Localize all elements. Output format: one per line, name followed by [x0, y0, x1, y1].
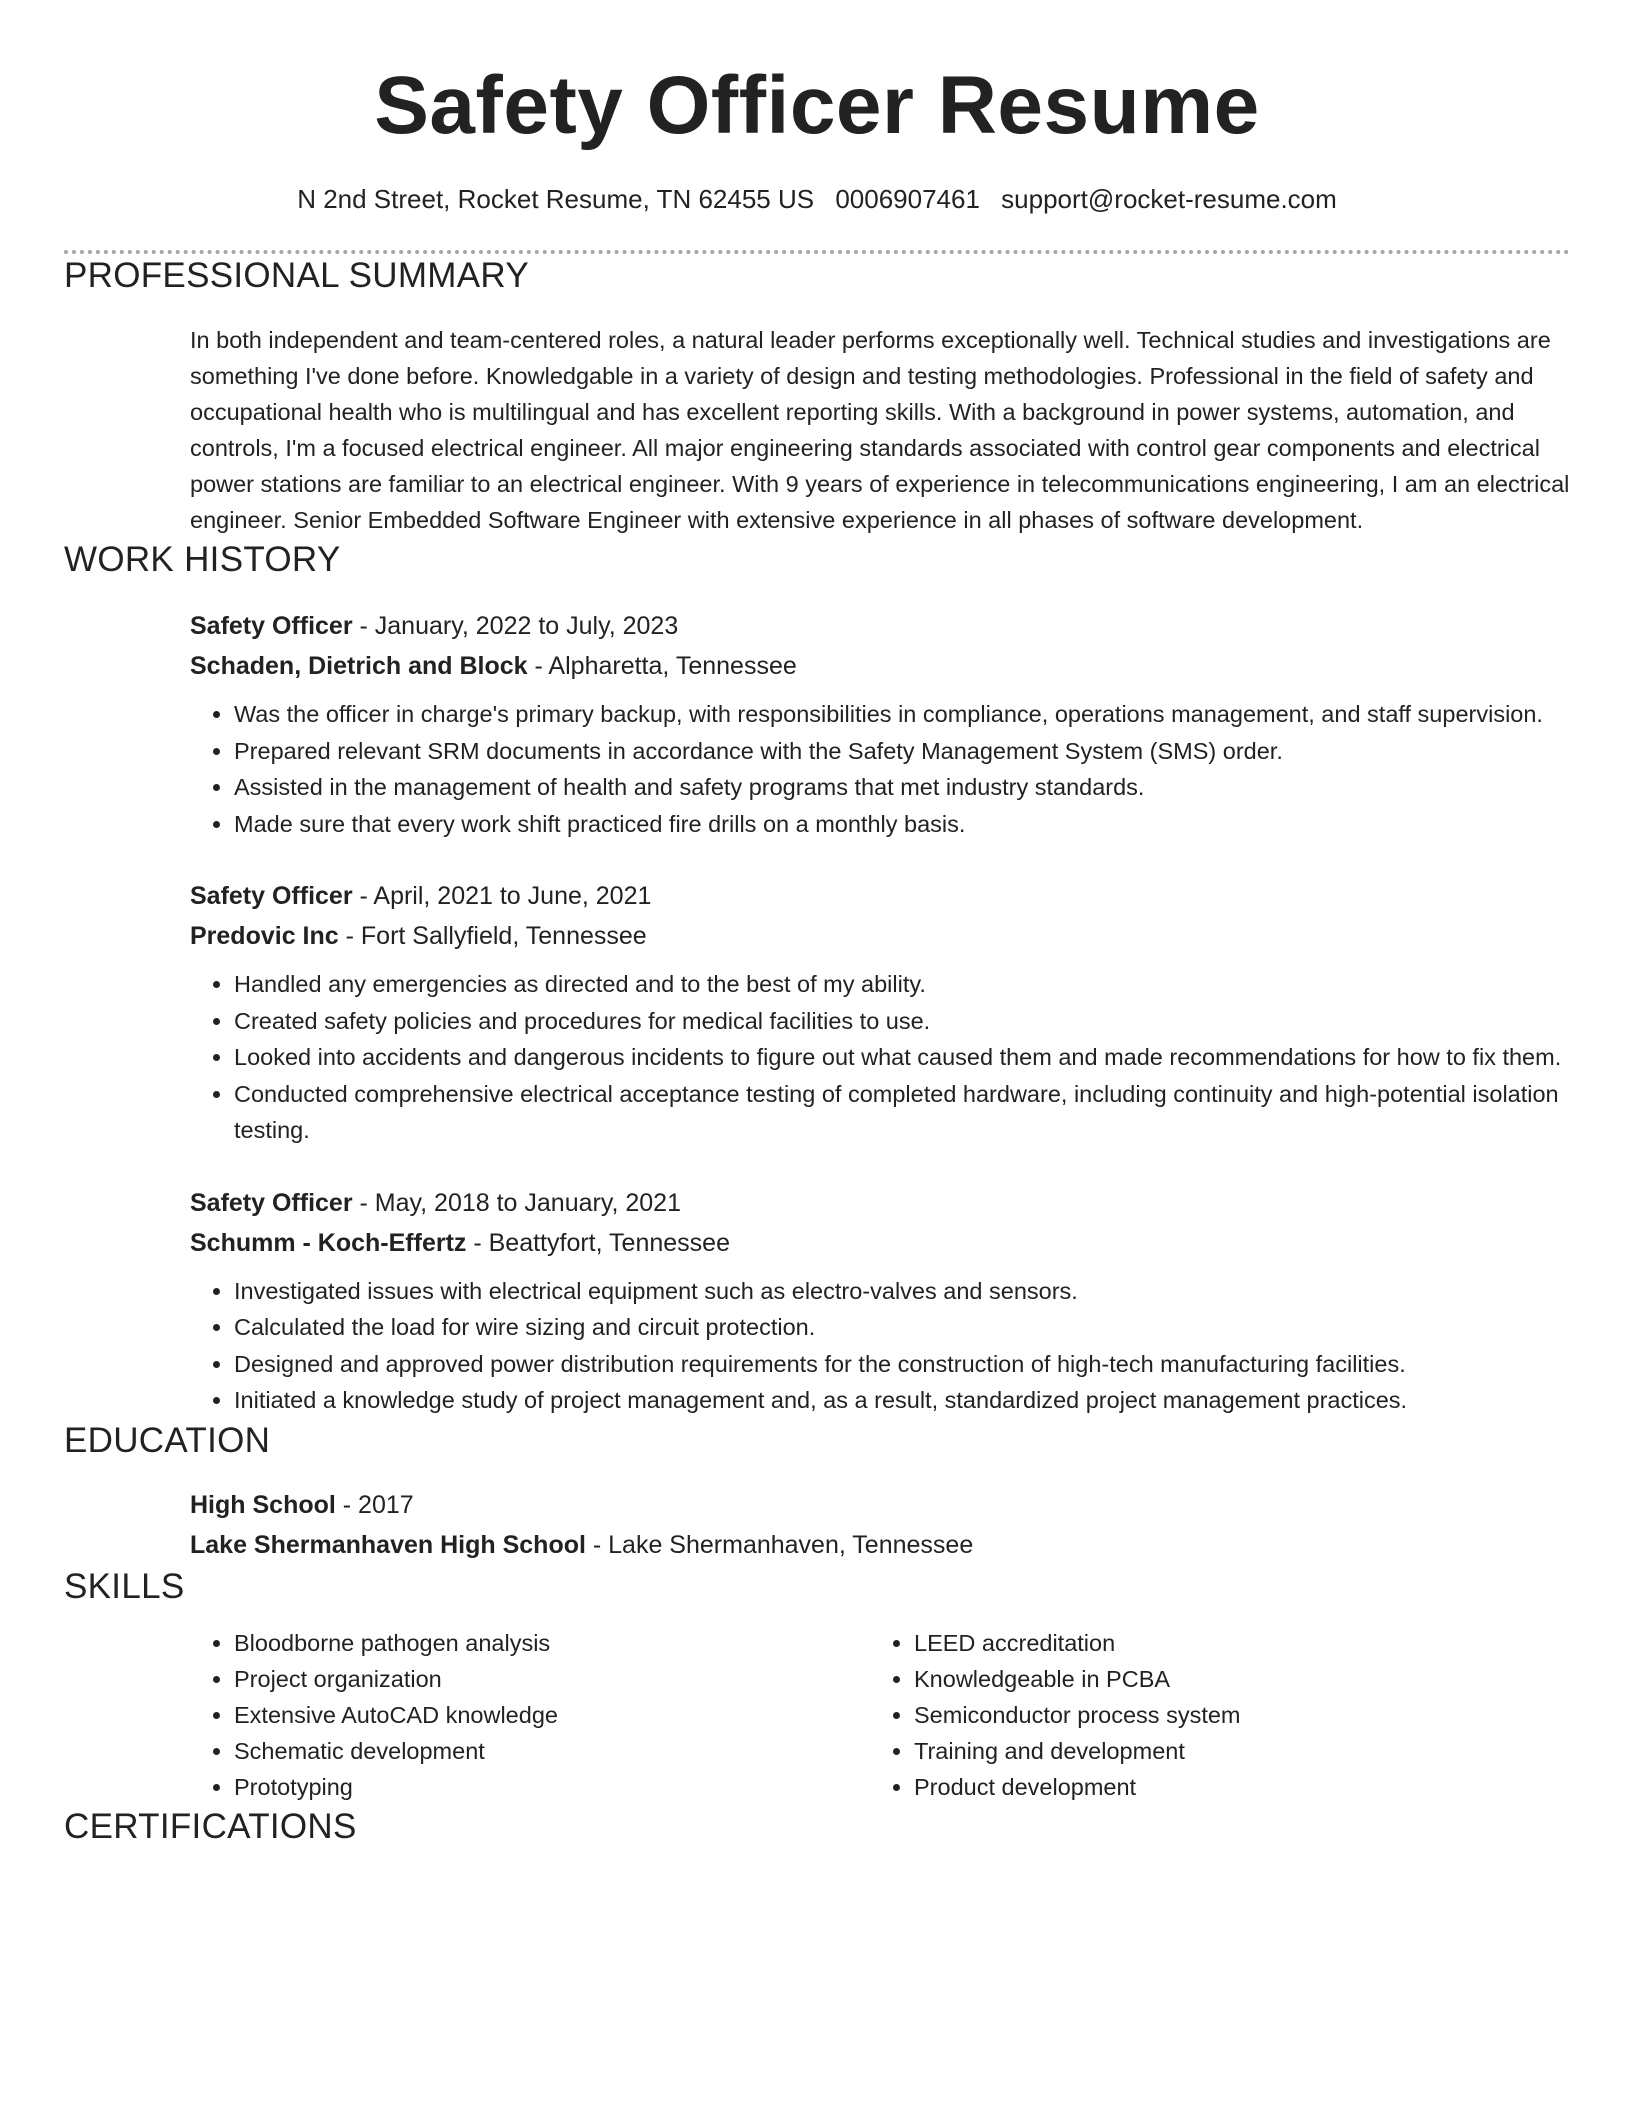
contact-address: N 2nd Street, Rocket Resume, TN 62455 US [297, 184, 815, 214]
job-company: Predovic Inc [190, 922, 339, 950]
job-role-line [190, 1183, 1570, 1223]
job-entry [190, 876, 1570, 1149]
skills-list-left [190, 1625, 870, 1805]
job-company-line [190, 916, 1570, 956]
contact-email: support@rocket-resume.com [1001, 184, 1337, 214]
job-dates: - May, 2018 to January, 2021 [352, 1188, 681, 1217]
skill-item: • Training and development [914, 1733, 1550, 1769]
education-degree: High School [190, 1490, 336, 1519]
job-company-line [190, 646, 1570, 686]
job-bullets [190, 1273, 1570, 1419]
job-company: Schaden, Dietrich and Block [190, 652, 528, 680]
education-entry [190, 1485, 1570, 1565]
job-bullet: • Looked into accidents and dangerous incidents to figure out what caused them and made recommendations for how to fix them. [234, 1039, 1570, 1076]
job-location: - Fort Sallyfield, Tennessee [338, 922, 647, 950]
skill-item: • Semiconductor process system [914, 1697, 1550, 1733]
skill-item: • LEED accreditation [914, 1625, 1550, 1661]
section-heading-summary: PROFESSIONAL SUMMARY [64, 256, 529, 295]
contact-line [64, 182, 1570, 216]
section-heading-certifications: CERTIFICATIONS [64, 1806, 357, 1846]
job-bullet: • Designed and approved power distribution requirements for the construction of high-tech manufacturing facilities. [234, 1346, 1570, 1383]
job-role-line [190, 606, 1570, 646]
job-bullet: • Prepared relevant SRM documents in accordance with the Safety Management System (SMS) order. [234, 733, 1570, 770]
job-location: - Alpharetta, Tennessee [527, 652, 797, 680]
job-entry [190, 606, 1570, 842]
job-title: Safety Officer [190, 612, 353, 640]
job-company-line [190, 1223, 1570, 1263]
job-bullet: • Assisted in the management of health and safety programs that met industry standards. [234, 769, 1570, 806]
education-year: - 2017 [335, 1490, 414, 1519]
skill-item: • Knowledgeable in PCBA [914, 1661, 1550, 1697]
job-company: Schumm - Koch-Effertz [190, 1228, 467, 1257]
skill-item: • Schematic development [234, 1733, 870, 1769]
section-heading-skills: SKILLS [64, 1566, 185, 1606]
education-school: Lake Shermanhaven High School [190, 1530, 586, 1559]
job-bullet: • Investigated issues with electrical equipment such as electro-valves and sensors. [234, 1273, 1570, 1310]
job-bullet: • Initiated a knowledge study of project management and, as a result, standardized project management practices. [234, 1382, 1570, 1419]
skill-item: • Bloodborne pathogen analysis [234, 1625, 870, 1661]
job-entry [190, 1183, 1570, 1419]
job-location: - Beattyfort, Tennessee [466, 1228, 730, 1257]
job-bullet: • Handled any emergencies as directed and to the best of my ability. [234, 966, 1570, 1003]
job-role-line [190, 876, 1570, 916]
section-heading-education: EDUCATION [64, 1420, 271, 1460]
education-degree-line [190, 1485, 1570, 1525]
education-school-line [190, 1525, 1570, 1565]
section-heading-work: WORK HISTORY [64, 540, 341, 579]
skills-column-left [190, 1625, 870, 1805]
skill-item: • Product development [914, 1769, 1550, 1805]
education-location: - Lake Shermanhaven, Tennessee [585, 1530, 974, 1559]
summary-text: In both independent and team-centered roles, a natural leader performs exceptionally well. Technical studies and investigations are something I've done before. Knowledgable in a variety of design and testing methodologies. Professional in the field of safety and occupational health who is multilingual and has excellent reporting skills. With a background in power systems, automation, and controls, I'm a focused electrical engineer. All major engineering standards associated with control gear components and electrical power stations are familiar to an electrical engineer. With 9 years of experience in telecommunications engineering, I am an electrical engineer. Senior Embedded Software Engineer with extensive experience in all phases of software development. [190, 327, 1570, 533]
job-title: Safety Officer [190, 1188, 353, 1217]
resume-page [64, 0, 1570, 1849]
job-bullets [190, 696, 1570, 842]
skills-column-right [870, 1625, 1550, 1805]
job-bullet: • Conducted comprehensive electrical acceptance testing of completed hardware, including continuity and high-potential isolation testing. [234, 1076, 1570, 1149]
job-title: Safety Officer [190, 882, 353, 910]
resume-title: Safety Officer Resume [374, 60, 1260, 151]
job-bullet: • Made sure that every work shift practiced fire drills on a monthly basis. [234, 806, 1570, 843]
skill-item: • Prototyping [234, 1769, 870, 1805]
job-dates: - April, 2021 to June, 2021 [352, 882, 652, 910]
job-bullet: • Was the officer in charge's primary backup, with responsibilities in compliance, operations management, and staff supervision. [234, 696, 1570, 733]
skills-list-right [870, 1625, 1550, 1805]
job-bullet: • Created safety policies and procedures for medical facilities to use. [234, 1003, 1570, 1040]
skill-item: • Extensive AutoCAD knowledge [234, 1697, 870, 1733]
contact-phone: 0006907461 [835, 184, 980, 214]
skill-item: • Project organization [234, 1661, 870, 1697]
skills-grid [190, 1625, 1570, 1805]
job-bullets [190, 966, 1570, 1149]
work-history-list [190, 606, 1570, 1419]
job-dates: - January, 2022 to July, 2023 [352, 612, 679, 640]
job-bullet: • Calculated the load for wire sizing and circuit protection. [234, 1309, 1570, 1346]
